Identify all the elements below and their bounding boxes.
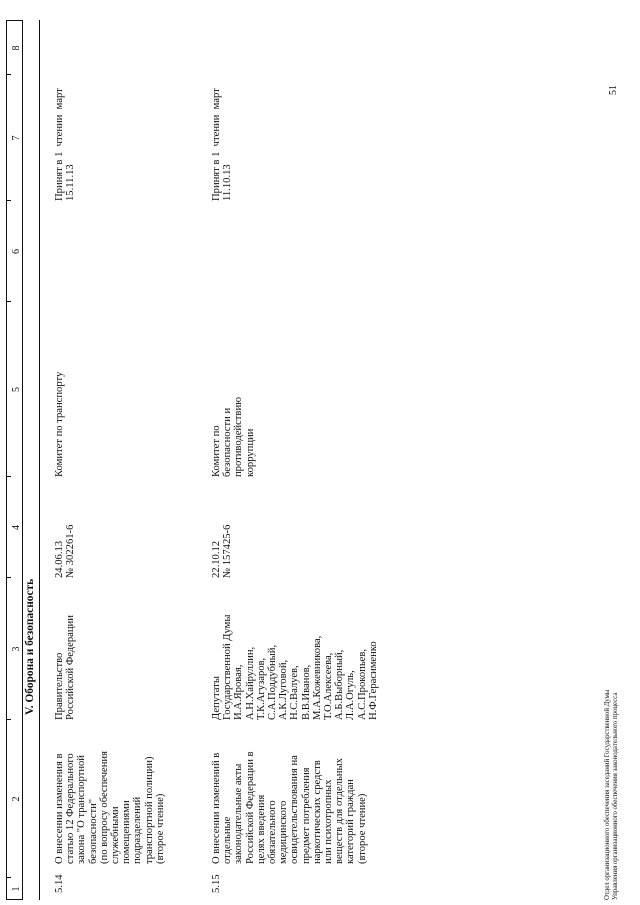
registration-info: 22.10.12 № 157425-6	[211, 524, 234, 578]
row-number: 5.15	[211, 874, 222, 893]
footer-line-2: Управления организационного обеспечения законодательного процесса	[612, 692, 619, 900]
column-header-8: 8	[11, 45, 22, 51]
registration-info: 24.06.13 № 302261-6	[54, 524, 77, 578]
bill-status: Принят в 1 чтении март 15.11.13	[54, 88, 77, 201]
column-header-7: 7	[11, 135, 22, 141]
column-header-6: 6	[11, 249, 22, 254]
column-header-3: 3	[11, 646, 22, 652]
header-top-line	[6, 20, 7, 900]
bill-title: О внесении изменений в отдельные законодательные акты Российской Федерации в целях введения обязательного медицинского освидетельствования на предмет потребления наркотических средств или психотропных веществ для отдельных категорий граждан (второе чтение)	[211, 751, 368, 864]
column-header-4: 4	[11, 525, 22, 530]
committee: Комитет по безопасности и противодействию коррупции	[211, 396, 256, 477]
row-number: 5.14	[54, 874, 65, 893]
footer-line-1: Отдел организационного обеспечения заседаний Государственной Думы	[604, 689, 611, 900]
column-header-1: 1	[11, 886, 22, 892]
column-header-2: 2	[11, 796, 22, 802]
committee: Комитет по транспорту	[54, 371, 65, 477]
header-bottom-line	[22, 20, 23, 900]
section-underline	[39, 20, 40, 900]
bill-author: Правительство Российской Федерации	[54, 615, 77, 720]
bill-author: Депутаты Государственной Думы И.А.Яровая, А.Н.Хайруллин, Т.К.Агузаров, С.А.Поддубный, А.К.Луговой, Н.С.Валуев, В.В.Иванов, М.А.Кожевникова, Т.О.Алексеева, А.Б.Выборный, Л.А.Огуль, А.С.Прокопьев, Н.Ф.Герасименко	[211, 614, 379, 720]
bill-title: О внесении изменения в статью 12 Федерального закона "О транспортной безопасности" (по вопросу обеспечения служебными помещениями подразделений транспортной полиции) (второе чтение)	[54, 751, 166, 864]
column-header-5: 5	[11, 387, 22, 392]
page-number: 51	[608, 85, 619, 95]
bill-status: Принят в 1 чтении март 11.10.13	[211, 88, 234, 201]
section-title: V. Оборона и безопасность	[24, 578, 36, 715]
